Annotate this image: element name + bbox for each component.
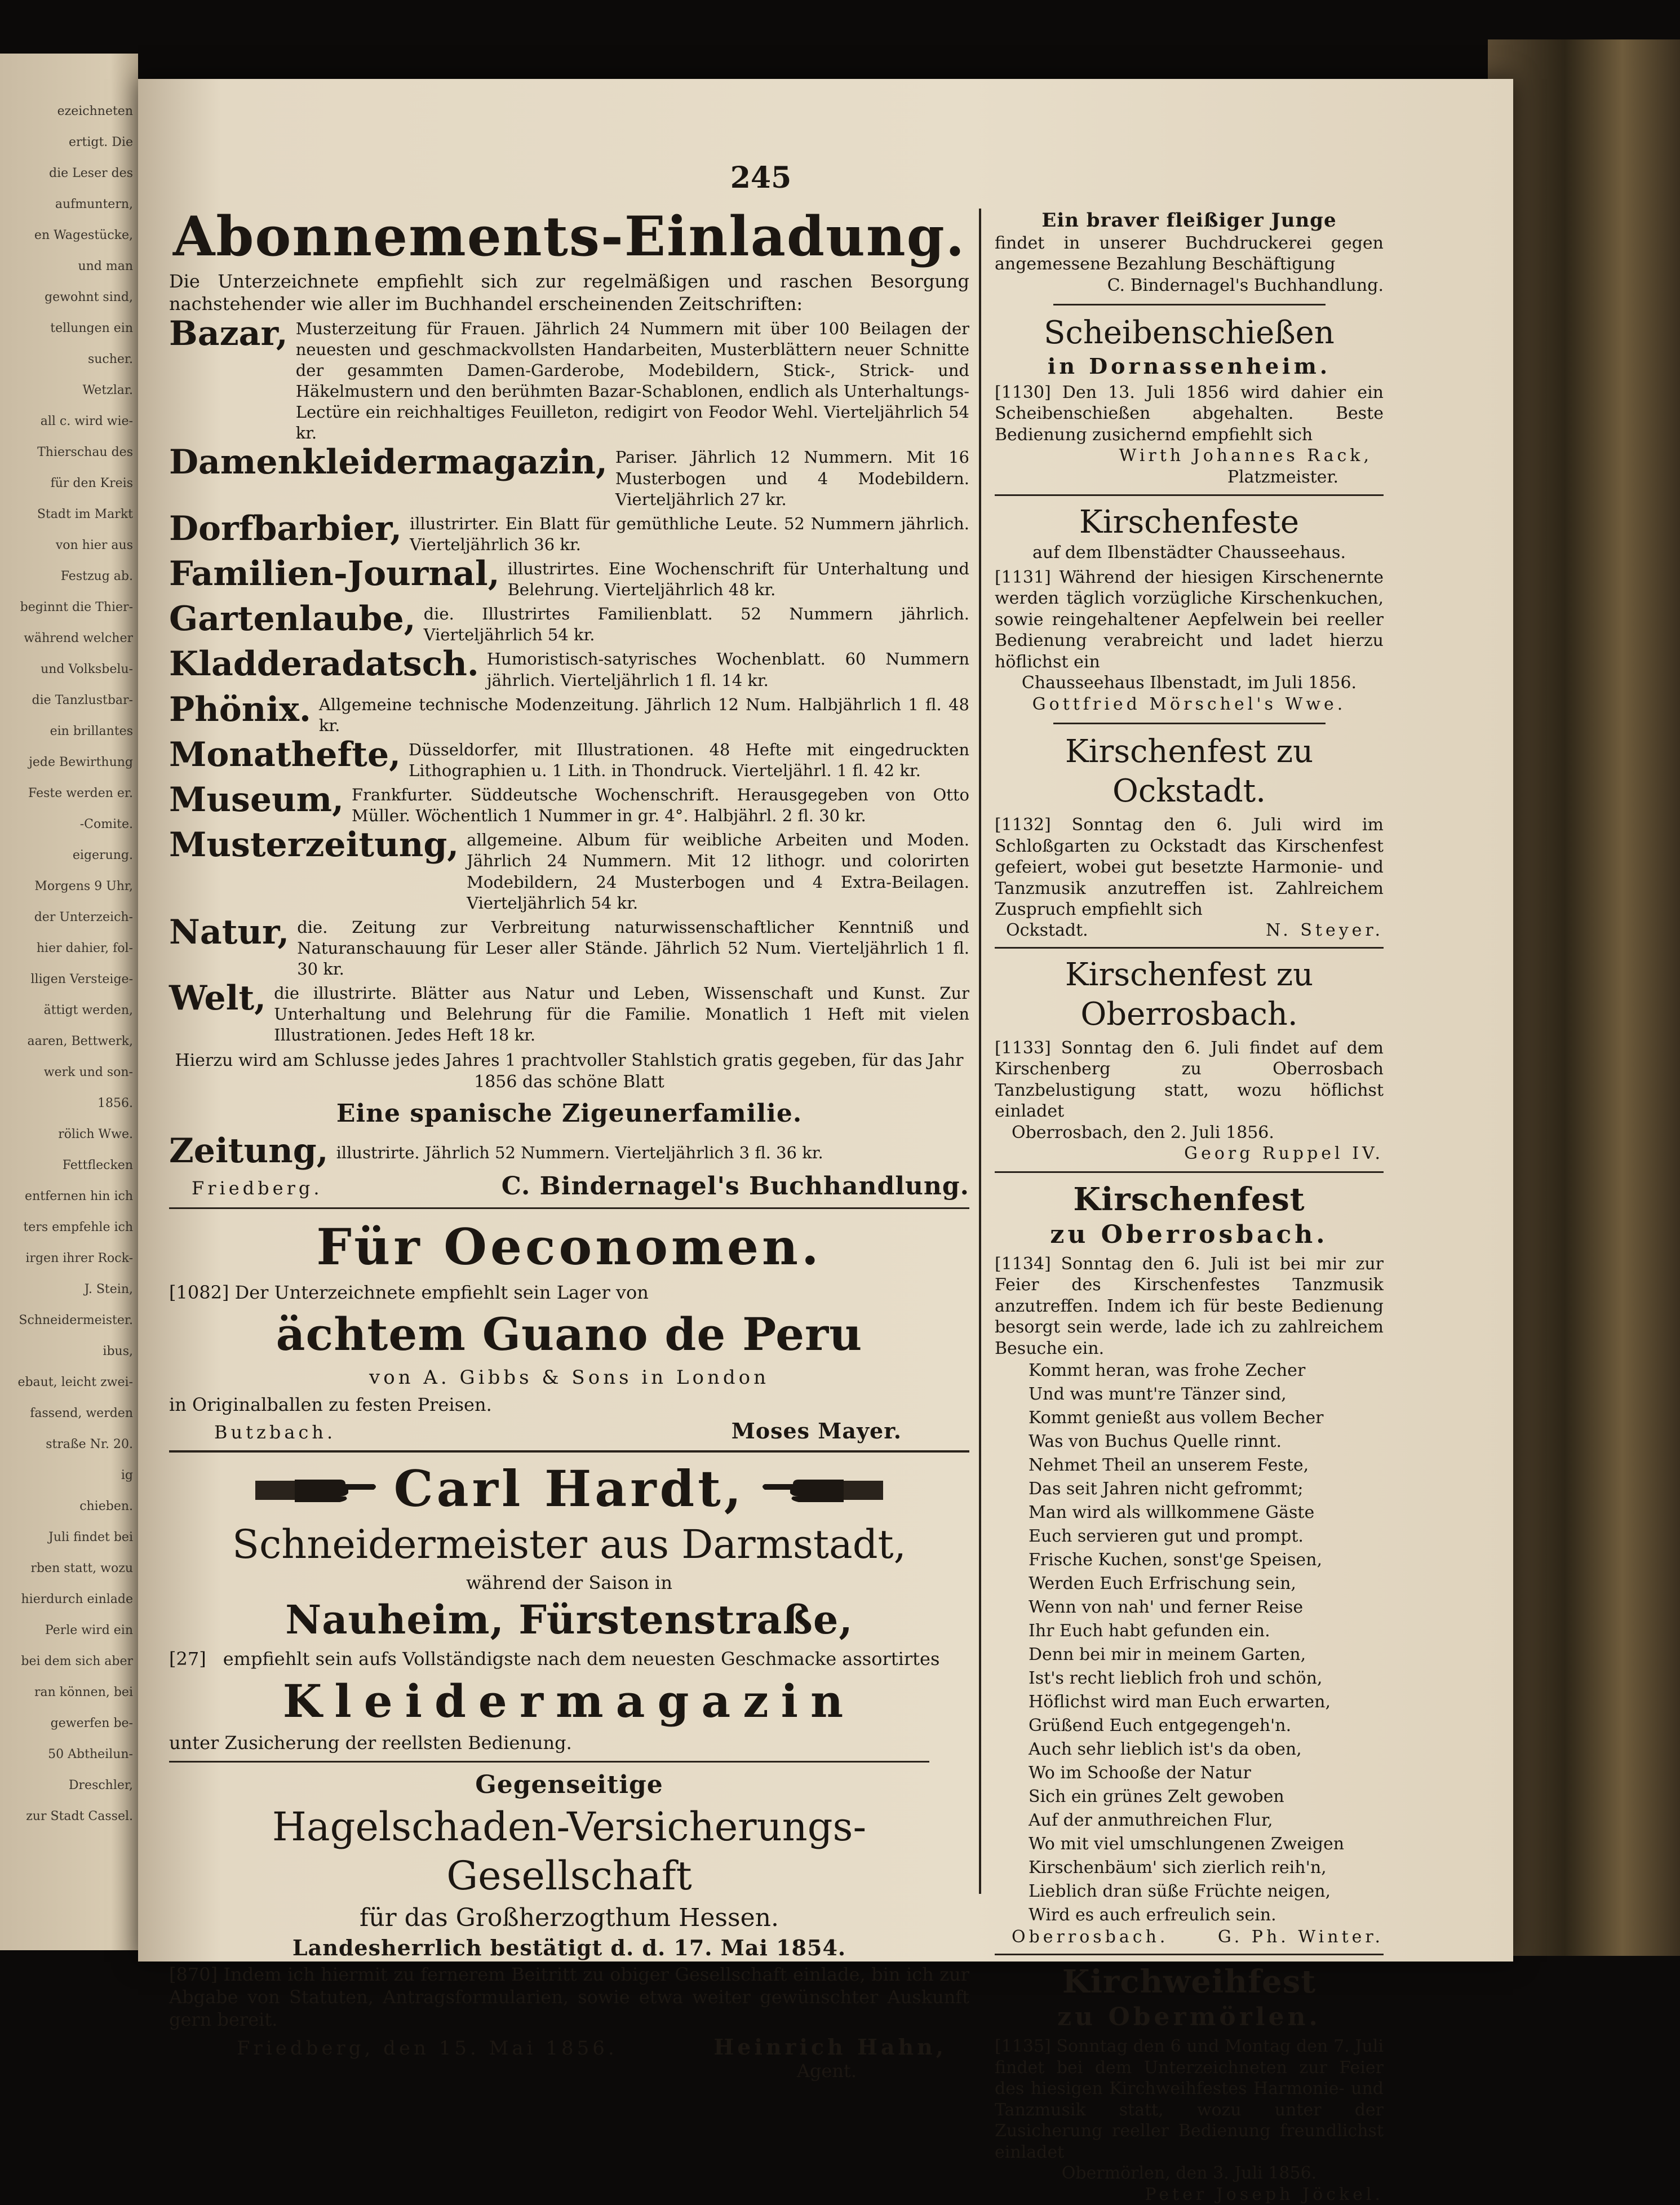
left-page-fragment: Schneidermeister. [3,1313,133,1327]
poem-line: Man wird als willkommene Gäste [1029,1501,1384,1525]
journal-entry [169,645,969,690]
scheiben-role: Platzmeister. [995,467,1384,488]
scheiben-place-title: in Dornassenheim. [995,353,1384,380]
divider [1053,304,1326,305]
poem-line: Frische Kuchen, sonst'ge Speisen, [1029,1548,1384,1572]
premium-title: Eine spanische Zigeunerfamilie. [169,1098,969,1129]
journal-name: Bazar, [169,315,288,352]
junge-title: Ein braver fleißiger Junge [995,209,1384,233]
kirchweih-text: [1135] Sonntag den 6 und Montag den 7. Juli findet bei dem Unterzeichneten zur Feier des hiesigen Kirchweihfestes Harmonie- und Tanzmusik statt, wozu unter der Zusicherung reeller Bedienung freundlichst einladet [995,2036,1384,2163]
hardt-location: Nauheim, Fürstenstraße, [169,1595,969,1645]
left-page-fragment: beginnt die Thier- [3,600,133,614]
journal-desc: illustrirtes. Eine Wochenschrift für Unterhaltung und Belehrung. Vierteljährlich 48 kr. [508,555,969,600]
hagel-title: Hagelschaden-Versicherungs-Gesellschaft [169,1803,969,1901]
hagel-approved: Landesherrlich bestätigt d. d. 17. Mai 1854. [169,1934,969,1962]
journal-desc: illustrirte. Jährlich 52 Nummern. Vierteljährlich 3 fl. 36 kr. [336,1132,823,1163]
hardt-ad [169,1459,969,1754]
oeconomen-ad [169,1216,969,1444]
left-page-fragment: sucher. [3,352,133,366]
right-column [995,209,1384,2205]
left-page-fragment: von hier aus [3,538,133,552]
kirschen4-place: Oberrosbach. [1012,1927,1168,1947]
oeconomen-text: [1082] Der Unterzeichnete empfiehlt sein Lager von [169,1281,969,1304]
abonnement-signature: C. Bindernagel's Buchhandlung. [502,1172,969,1201]
kirschen2-signature-row [995,920,1384,940]
journal-list [169,315,969,1046]
left-page-fragment: bei dem sich aber [3,1654,133,1668]
journal-name: Kladderadatsch. [169,645,479,683]
kirschen4-place-title: zu Oberrosbach. [995,1219,1384,1250]
journal-name: Musterzeitung, [169,826,459,864]
journal-entry [169,914,969,980]
scheiben-ad [995,313,1384,488]
journal-entry [169,315,969,444]
poem-line: Ist's recht lieblich froh und schön, [1029,1667,1384,1690]
divider [995,1171,1384,1173]
hagel-pre: Gegenseitige [169,1769,969,1800]
left-page-fragment: und man [3,259,133,273]
journal-name: Phönix. [169,691,311,728]
left-page-fragment: aufmuntern, [3,197,133,211]
kirchweih-place-title: zu Obermörlen. [995,2002,1384,2033]
journal-name: Museum, [169,781,344,818]
left-page-fragment: jede Bewirthung [3,755,133,769]
poem-line: Auf der anmuthreichen Flur, [1029,1809,1384,1832]
left-page-fragment: ezeichneten [3,104,133,118]
left-page-fragment: en Wagestücke, [3,228,133,242]
oeconomen-title: Für Oeconomen. [169,1216,969,1278]
poem-line: Werden Euch Erfrischung sein, [1029,1572,1384,1596]
journal-entry [169,736,969,781]
journal-entry [169,691,969,736]
journal-entry [169,826,969,913]
hagel-place: Friedberg, den 15. Mai 1856. [237,2037,618,2060]
left-page-fragment: zur Stadt Cassel. [3,1809,133,1823]
poem-line: Wird es auch erfreulich sein. [1029,1903,1384,1927]
abonnement-ad [169,209,969,1201]
poem-line: Was von Buchus Quelle rinnt. [1029,1430,1384,1454]
divider [995,1954,1384,1955]
journal-desc: die. Illustrirtes Familienblatt. 52 Nummern jährlich. Vierteljährlich 54 kr. [424,600,969,645]
kirschen1-sub: auf dem Ilbenstädter Chausseehaus. [995,542,1384,564]
oeconomen-signature: Moses Mayer. [732,1418,902,1444]
left-page-fragment: straße Nr. 20. [3,1437,133,1451]
left-page-fragment: ertigt. Die [3,135,133,149]
junge-signature: C. Bindernagel's Buchhandlung. [995,275,1384,296]
journal-desc: Pariser. Jährlich 12 Nummern. Mit 16 Musterbogen und 4 Modebildern. Vierteljährlich 27 kr. [615,444,969,510]
journal-entry [169,600,969,645]
left-page-fragment: ebaut, leicht zwei- [3,1375,133,1389]
kirschen4-title: Kirschenfest [995,1180,1384,1219]
premium-text: Hierzu wird am Schlusse jedes Jahres 1 prachtvoller Stahlstich gratis gegeben, für das Jahr 1856 das schöne Blatt [169,1050,969,1092]
poem-line: Das seit Jahren nicht gefrommt; [1029,1477,1384,1501]
left-page-fragment: Fettflecken [3,1158,133,1172]
journal-entry [169,980,969,1046]
kirchweih-ad [995,1962,1384,2205]
left-page-fragment: Stadt im Markt [3,507,133,521]
left-page-fragment: tellungen ein [3,321,133,335]
journal-desc: allgemeine. Album für weibliche Arbeiten und Moden. Jährlich 24 Nummern. Mit 12 lithogr. und colorirten Modebildern, 24 Musterbogen und 4 Extra-Beilagen. Vierteljährlich 54 kr. [467,826,969,913]
left-page-fragment: ibus, [3,1344,133,1358]
oeconomen-place: Butzbach. [214,1422,336,1443]
pointing-hand-left-icon [759,1472,883,1506]
poem-line: Sich ein grünes Zelt gewoben [1029,1785,1384,1809]
junge-ad [995,209,1384,296]
kirchweih-title: Kirchweihfest [995,1962,1384,2002]
poem-line: Wo im Schooße der Natur [1029,1761,1384,1785]
poem-line: Auch sehr lieblich ist's da oben, [1029,1738,1384,1761]
kirschen1-signature: Gottfried Mörschel's Wwe. [995,694,1384,715]
book-spine [1488,39,1680,1956]
kirschen2-ad [995,732,1384,940]
hardt-name-row [169,1459,969,1518]
left-page-fragment: Festzug ab. [3,569,133,583]
kirschen3-text: [1133] Sonntag den 6. Juli findet auf dem Kirschenberg zu Oberrosbach Tanzbelustigung statt, wozu höflichst einladet [995,1038,1384,1122]
hardt-name: Carl Hardt, [394,1459,745,1518]
poem-line: Höflichst wird man Euch erwarten, [1029,1690,1384,1714]
divider [1053,723,1326,724]
page-number: 245 [699,161,823,195]
journal-entry [169,444,969,510]
hagel-text: [870] Indem ich hiermit zu fernerem Beitritt zu obiger Gesellschaft einlade, bin ich zur Abgabe von Statuten, Antragsformularien, sowie etwa weiter gewünschter Auskunft gern bereit. [169,1963,969,2031]
hagel-signature: Heinrich Hahn, [713,2034,947,2060]
left-page-fragment: ters empfehle ich [3,1220,133,1234]
poem-line: Nehmet Theil an unserem Feste, [1029,1454,1384,1477]
left-page-fragment: rölich Wwe. [3,1127,133,1141]
kirschen3-ad [995,955,1384,1165]
scheiben-signature: Wirth Johannes Rack, [995,445,1384,467]
kirschen4-text: [1134] Sonntag den 6. Juli ist bei mir zur Feier des Kirschenfestes Tanzmusik anzutreffen. Indem ich für beste Bedienung besorgt sein werde, lade ich zu zahlreichem Besuche ein. [995,1254,1384,1360]
left-page-fragment: ig [3,1468,133,1482]
poem-line: Lieblich dran süße Früchte neigen, [1029,1880,1384,1903]
kirschen4-signature: G. Ph. Winter. [1218,1927,1384,1947]
left-page-fragment: ättigt werden, [3,1003,133,1017]
left-page-fragment: gewohnt sind, [3,290,133,304]
left-page-fragment: chieben. [3,1499,133,1513]
journal-desc: die. Zeitung zur Verbreitung naturwissenschaftlicher Kenntniß und Naturanschauung für Leser aller Stände. Jährlich 52 Num. Vierteljährlich 1 fl. 30 kr. [297,914,969,980]
journal-name: Familien-Journal, [169,555,500,592]
abonnement-title: Abonnements-Einladung. [169,209,969,265]
poem-line: Ihr Euch habt gefunden ein. [1029,1619,1384,1643]
left-page-fragment: und Volksbelu- [3,662,133,676]
kirschen1-ad [995,503,1384,715]
poem-line: Kommt genießt aus vollem Becher [1029,1406,1384,1430]
left-page-fragment: Morgens 9 Uhr, [3,879,133,893]
left-page-fragment: ein brillantes [3,724,133,738]
poem-line: Wo mit viel umschlungenen Zweigen [1029,1832,1384,1856]
journal-entry [169,1132,969,1170]
kirschen3-title: Kirschenfest zu Oberrosbach. [995,955,1384,1034]
hardt-number: [27] [169,1648,206,1670]
hardt-text-row [169,1648,969,1670]
left-page-fragment: für den Kreis [3,476,133,490]
pointing-hand-right-icon [255,1472,379,1506]
poem-line: Und was munt're Tänzer sind, [1029,1383,1384,1406]
hardt-profession: Schneidermeister aus Darmstadt, [169,1520,969,1570]
left-page-fragment: aaren, Bettwerk, [3,1034,133,1048]
left-page-fragment: hier dahier, fol- [3,941,133,955]
divider [169,1207,969,1209]
journal-name: Gartenlaube, [169,600,416,637]
journal-name: Zeitung, [169,1132,329,1170]
left-page-fragment: -Comite. [3,817,133,831]
journal-name: Welt, [169,980,266,1017]
journal-entry [169,781,969,826]
left-page-fragment: J. Stein, [3,1282,133,1296]
kirschen1-title: Kirschenfeste [995,503,1384,542]
journal-name: Damenkleidermagazin, [169,444,608,481]
left-page-fragment: Juli findet bei [3,1530,133,1544]
divider [995,947,1384,949]
kirschen3-place: Oberrosbach, den 2. Juli 1856. [995,1122,1384,1144]
left-page-fragment: während welcher [3,631,133,645]
guano-packing: in Originalballen zu festen Preisen. [169,1393,969,1416]
hagel-signature-row [169,2034,969,2060]
left-page-fragment: Dreschler, [3,1778,133,1792]
divider [169,1761,929,1763]
divider [169,1450,969,1453]
journal-name: Monathefte, [169,736,401,773]
kirschen2-place: Ockstadt. [1006,920,1088,940]
kirschen3-signature: Georg Ruppel IV. [995,1143,1384,1165]
journal-desc: die illustrirte. Blätter aus Natur und Leben, Wissenschaft und Kunst. Zur Unterhaltung und Belehrung für die Familie. Monatlich 1 Heft mit vielen Illustrationen. Jedes Heft 18 kr. [274,980,969,1046]
poem-line: Grüßend Euch entgegengeh'n. [1029,1714,1384,1738]
poem-line: Kommt heran, was frohe Zecher [1029,1359,1384,1383]
journal-name: Natur, [169,914,289,951]
hagel-role: Agent. [169,2060,969,2082]
poem-line: Wenn von nah' und ferner Reise [1029,1596,1384,1619]
scheiben-text: [1130] Den 13. Juli 1856 wird dahier ein Scheibenschießen abgehalten. Beste Bedienung zusichernd empfiehlt sich [995,382,1384,446]
scheiben-title: Scheibenschießen [995,313,1384,353]
junge-text: findet in unserer Buchdruckerei gegen angemessene Bezahlung Beschäftigung [995,233,1384,275]
left-page-fragment: der Unterzeich- [3,910,133,924]
kirschen2-text: [1132] Sonntag den 6. Juli wird im Schloßgarten zu Ockstadt das Kirschenfest gefeiert, wobei gut besetzte Harmonie- und Tanzmusik anzutreffen ist. Zahlreichem Zuspruch empfiehlt sich [995,814,1384,920]
journal-desc: Frankfurter. Süddeutsche Wochenschrift. Herausgegeben von Otto Müller. Wöchentlich 1 Nummer in gr. 4°. Halbjährl. 2 fl. 30 kr. [352,781,969,826]
oeconomen-signature-row [169,1418,969,1444]
left-page-fragment: Thierschau des [3,445,133,459]
hardt-shop: Kleidermagazin [169,1673,969,1729]
left-page-edge [0,54,138,1950]
poem-line: Denn bei mir in meinem Garten, [1029,1643,1384,1667]
left-page-fragment: die Leser des [3,166,133,180]
left-page-fragment: irgen ihrer Rock- [3,1251,133,1265]
journal-name: Dorfbarbier, [169,510,402,547]
journal-desc: Düsseldorfer, mit Illustrationen. 48 Hefte mit eingedruckten Lithographien u. 1 Lith. in Thondruck. Vierteljährl. 1 fl. 42 kr. [409,736,969,781]
left-page-fragment: gewerfen be- [3,1716,133,1730]
left-page-fragment: 1856. [3,1096,133,1110]
left-page-fragment: fassend, werden [3,1406,133,1420]
abonnement-signature-row [169,1172,969,1201]
abonnement-intro: Die Unterzeichnete empfiehlt sich zur regelmäßigen und raschen Besorgung nachstehender wie aller im Buchhandel erscheinenden Zeitschriften: [169,270,969,315]
left-page-fragment: die Tanzlustbar- [3,693,133,707]
kirschen4-signature-row [995,1927,1384,1947]
journal-entry [169,555,969,600]
hagel-sub: für das Großherzogthum Hessen. [169,1902,969,1933]
kirschen4-poem [995,1359,1384,1927]
poem-line: Kirschenbäum' sich zierlich reih'n, [1029,1856,1384,1880]
hardt-season: während der Saison in [169,1571,969,1594]
left-page-fragment: Feste werden er. [3,786,133,800]
journal-desc: Musterzeitung für Frauen. Jährlich 24 Nummern mit über 100 Beilagen der neuesten und geschmackvollsten Handarbeiten, Musterblättern neuer Schnitte der gesammten Damen-Garderobe, Modebildern, Stick-, Strick- und Häkelmustern und den berühmten Bazar-Schablonen, endlich als Unterhaltungs-Lectüre ein reichhaltiges Feuilleton, redigirt von Feodor Wehl. Vierteljährlich 54 kr. [296,315,969,444]
left-page-fragment: 50 Abtheilun- [3,1747,133,1761]
kirschen2-title: Kirschenfest zu Ockstadt. [995,732,1384,811]
guano-maker: von A. Gibbs & Sons in London [169,1366,969,1390]
kirchweih-signature: Peter Joseph Jöckel. [995,2184,1384,2205]
hagel-ad [169,1769,969,2083]
left-column [169,209,969,2082]
journal-entry [169,510,969,555]
journal-desc: Allgemeine technische Modenzeitung. Jährlich 12 Num. Halbjährlich 1 fl. 48 kr. [319,691,969,736]
left-page-fragment: Perle wird ein [3,1623,133,1637]
left-page-fragment: ran können, bei [3,1685,133,1699]
left-page-fragment: hierdurch einlade [3,1592,133,1606]
guano-product: ächtem Guano de Peru [169,1306,969,1362]
left-page-fragment: Wetzlar. [3,383,133,397]
left-page-fragment: entfernen hin ich [3,1189,133,1203]
kirschen4-ad [995,1180,1384,1947]
kirschen1-text: [1131] Während der hiesigen Kirschenernte werden täglich vorzügliche Kirschenkuchen, sowie reingehaltener Aepfelwein bei reeller Bedienung verabreicht und ladet hierzu höflichst ein [995,567,1384,673]
poem-line: Euch servieren gut und prompt. [1029,1525,1384,1548]
journal-desc: illustrirter. Ein Blatt für gemüthliche Leute. 52 Nummern jährlich. Vierteljährlich 36 kr. [410,510,969,555]
divider [995,494,1384,496]
column-divider [979,209,981,1894]
left-page-fragment: werk und son- [3,1065,133,1079]
journal-desc: Humoristisch-satyrisches Wochenblatt. 60 Nummern jährlich. Vierteljährlich 1 fl. 14 kr. [487,645,969,690]
kirchweih-place: Obermörlen, den 3. Juli 1856. [995,2163,1384,2184]
abonnement-place: Friedberg. [169,1177,323,1199]
left-page-fragment: eigerung. [3,848,133,862]
hardt-text: empfiehlt sein aufs Vollständigste nach dem neuesten Geschmacke assortirtes [206,1648,969,1670]
hardt-service: unter Zusicherung der reellsten Bedienung. [169,1732,969,1754]
kirschen1-place: Chausseehaus Ilbenstadt, im Juli 1856. [995,672,1384,694]
kirschen2-signature: N. Steyer. [1266,920,1384,940]
left-page-fragment: all c. wird wie- [3,414,133,428]
left-page-fragment: lligen Versteige- [3,972,133,986]
left-page-fragment: rben statt, wozu [3,1561,133,1575]
